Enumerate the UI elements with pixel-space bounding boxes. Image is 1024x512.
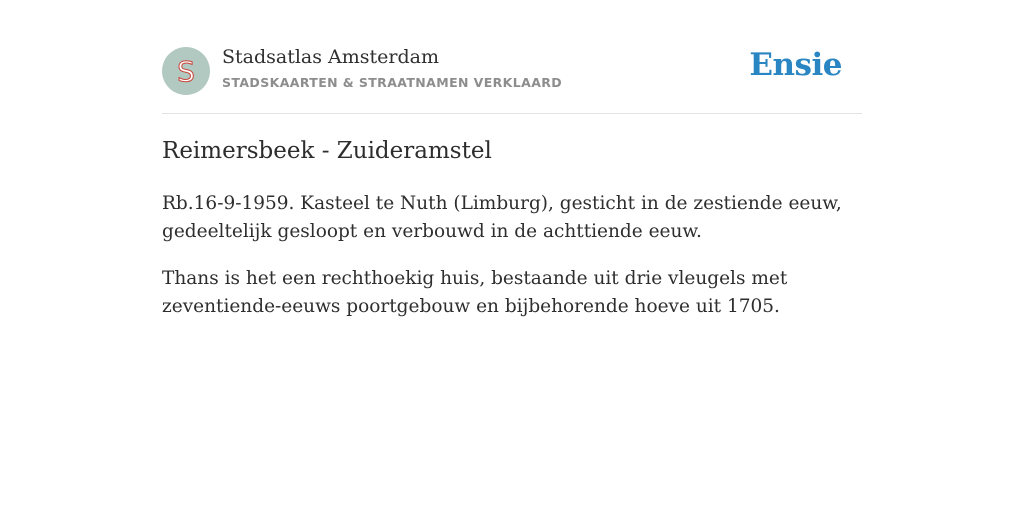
entry-paragraph: Rb.16-9-1959. Kasteel te Nuth (Limburg), gesticht in de zestiende eeuw, gedeeltelijk gesloopt en verbouwd in de achttiende eeuw. — [162, 193, 842, 242]
avatar-letter: S — [177, 55, 195, 88]
site-title[interactable]: Stadsatlas Amsterdam — [222, 46, 440, 68]
avatar[interactable] — [162, 47, 210, 95]
page-title: Reimersbeek - Zuideramstel — [162, 138, 492, 164]
site-subtitle: STADSKAARTEN & STRAATNAMEN VERKLAARD — [222, 75, 563, 90]
page — [162, 0, 862, 317]
entry-body — [162, 190, 862, 340]
entry-paragraph: Thans is het een rechthoekig huis, bestaande uit drie vleugels met zeventiende-eeuws poortgebouw en bijbehorende hoeve uit 1705. — [162, 268, 788, 317]
brand-logo[interactable]: Ensie — [749, 47, 842, 83]
header — [162, 0, 862, 114]
